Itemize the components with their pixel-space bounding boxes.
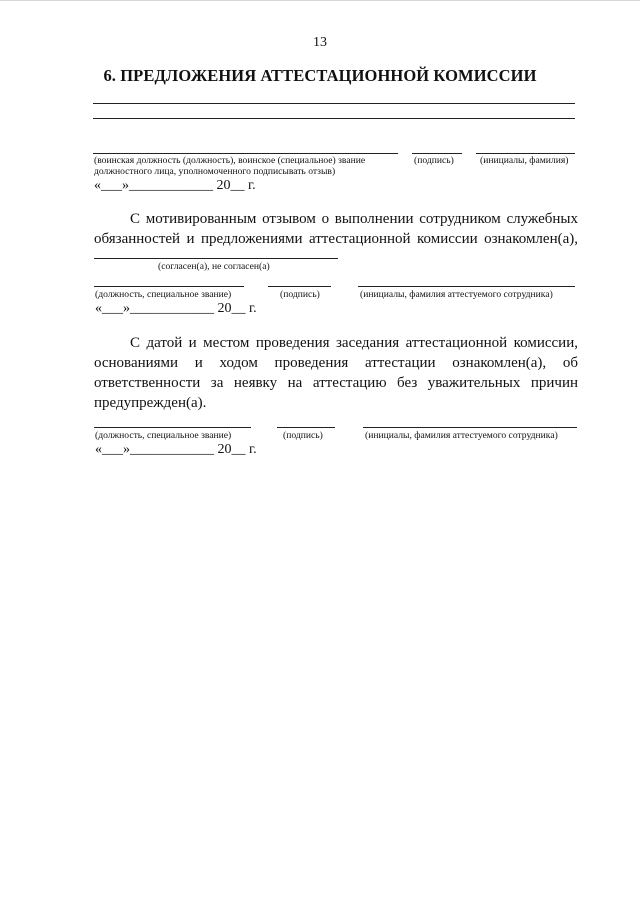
paragraph-line: обязанностей и предложениями аттестационной комиссии ознакомлен(а), <box>94 231 578 247</box>
attestee-position-caption-2: (должность, специальное звание) <box>95 430 232 441</box>
attestee-signature-line-1 <box>268 286 331 287</box>
attestee-name-line-1 <box>358 286 575 287</box>
agree-line <box>94 258 338 259</box>
attestee-position-line-1 <box>94 286 244 287</box>
attestee-signature-caption-1: (подпись) <box>280 289 320 300</box>
attestee-signature-caption-2: (подпись) <box>283 430 323 441</box>
official-signature-line <box>412 153 462 154</box>
acknowledgement-paragraph-1 <box>94 209 578 249</box>
official-position-caption-line2: должностного лица, уполномоченного подписывать отзыв) <box>94 166 336 177</box>
attestee-name-caption-1: (инициалы, фамилия аттестуемого сотрудника) <box>360 289 553 300</box>
official-date: «___»____________ 20__ г. <box>94 178 256 193</box>
paragraph-line: основаниями и ходом проведения аттестации ознакомлен(а), об <box>94 355 578 371</box>
attestee-name-line-2 <box>363 427 577 428</box>
paragraph-line: предупрежден(а). <box>94 395 207 411</box>
agree-caption: (согласен(а), не согласен(а) <box>158 261 270 272</box>
page-number: 13 <box>313 35 327 50</box>
proposal-line-1 <box>93 103 575 104</box>
section-title: 6. ПРЕДЛОЖЕНИЯ АТТЕСТАЦИОННОЙ КОМИССИИ <box>103 66 537 85</box>
attestee-date-2: «___»____________ 20__ г. <box>95 442 257 457</box>
proposal-line-2 <box>93 118 575 119</box>
attestee-signature-line-2 <box>277 427 335 428</box>
acknowledgement-paragraph-2 <box>94 333 578 413</box>
attestee-position-line-2 <box>94 427 251 428</box>
official-position-line <box>93 153 398 154</box>
official-position-caption: (воинская должность (должность), воинское (специальное) звание <box>94 155 366 166</box>
official-signature-caption: (подпись) <box>414 155 454 166</box>
attestee-position-caption-1: (должность, специальное звание) <box>95 289 232 300</box>
official-name-line <box>476 153 575 154</box>
paragraph-line: С мотивированным отзывом о выполнении сотрудником служебных <box>130 211 578 227</box>
official-name-caption: (инициалы, фамилия) <box>480 155 569 166</box>
paragraph-line: С датой и местом проведения заседания аттестационной комиссии, <box>130 335 578 351</box>
paragraph-line: ответственности за неявку на аттестацию без уважительных причин <box>94 375 578 391</box>
attestee-date-1: «___»____________ 20__ г. <box>95 301 257 316</box>
attestee-name-caption-2: (инициалы, фамилия аттестуемого сотрудника) <box>365 430 558 441</box>
page-edge <box>0 0 640 1</box>
